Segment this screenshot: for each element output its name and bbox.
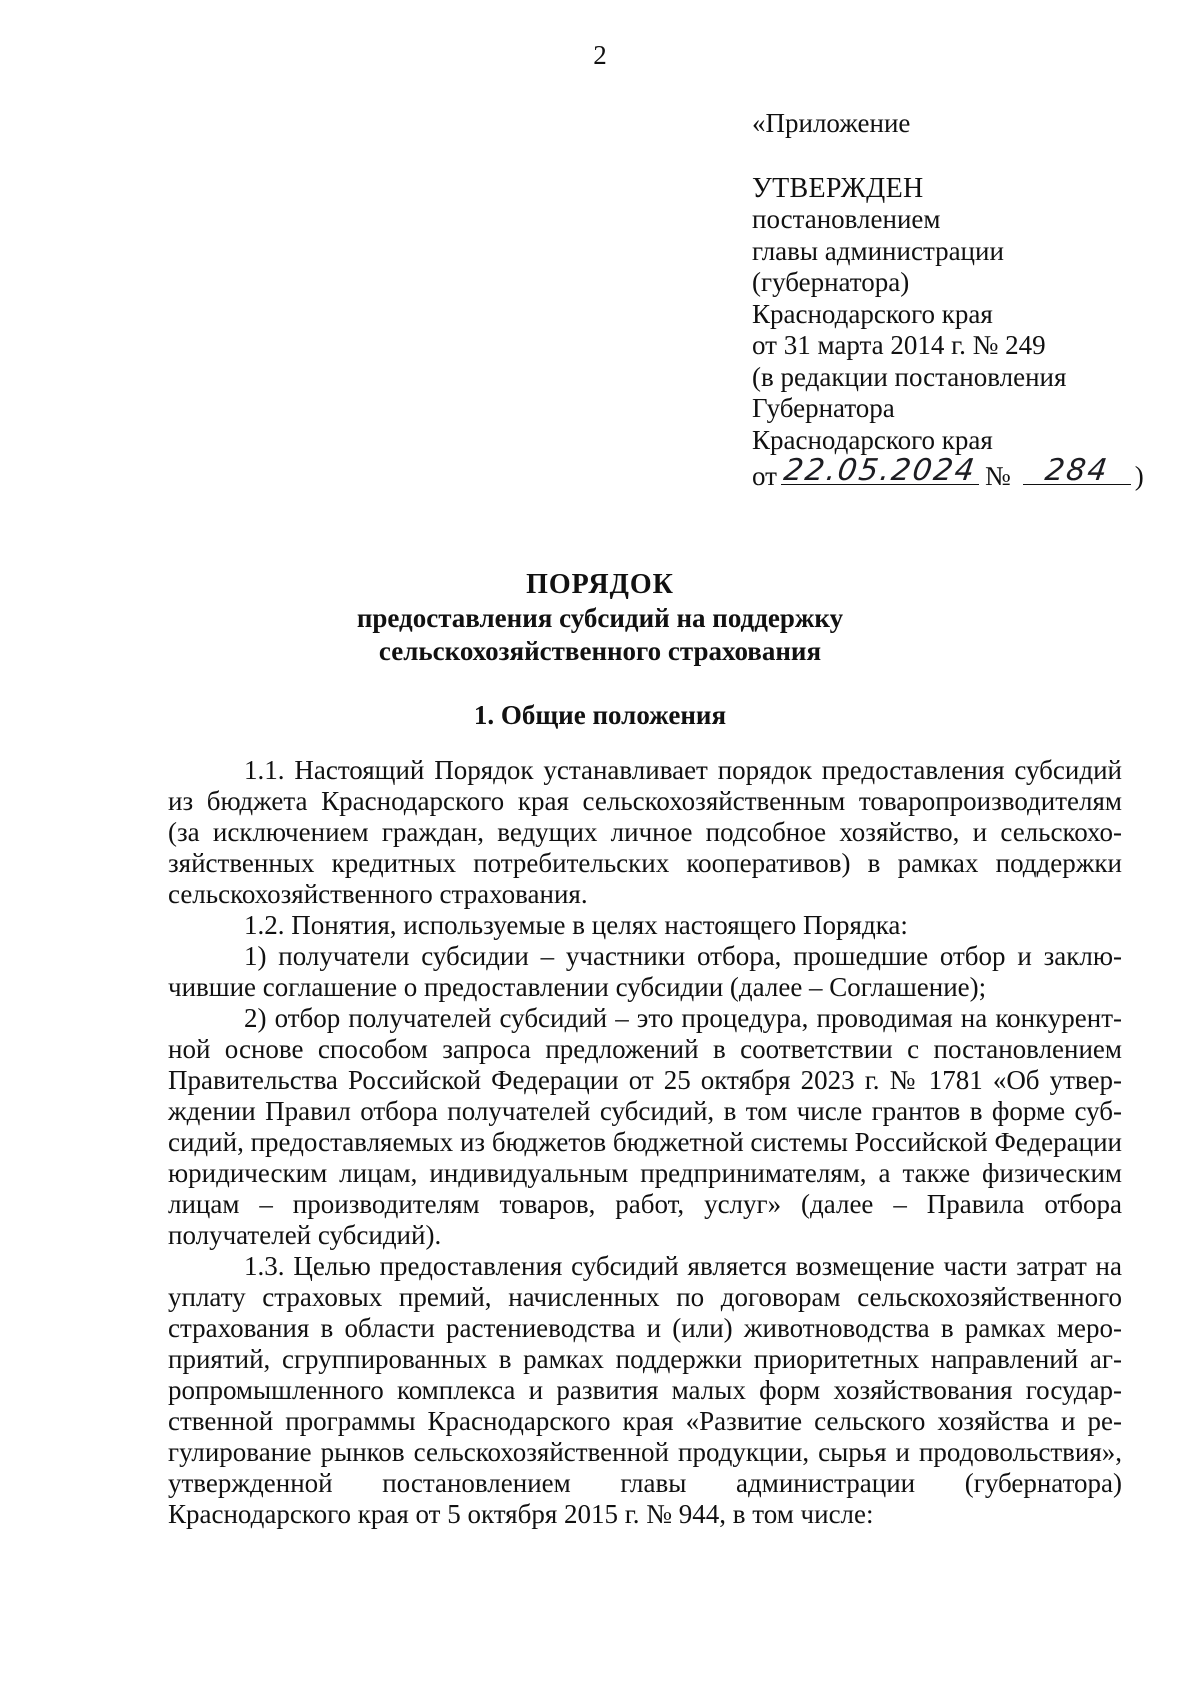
approval-line: Краснодарского края [752,424,993,455]
approval-line: главы администрации [752,235,1004,266]
handwritten-number: 284 [1042,452,1111,488]
approval-line: постановлением [752,204,941,234]
closing-paren: ) [1134,461,1144,491]
appendix-label: «Приложение [752,108,911,138]
number-field [1023,452,1131,488]
amendment-date-line [752,452,1172,493]
paragraph-1-2: 1.2. Понятия, используемые в целях настоящего Порядка: [244,910,908,940]
title-line-2: сельскохозяйственного страхования [378,636,822,666]
approval-line: Губернатора [752,393,895,423]
approval-line: (губернатора) [752,267,910,297]
approval-line: Краснодарского края [752,298,993,329]
document-title [0,568,1200,668]
paragraph-item-1: 1) получатели субсидии – участники отбора, прошедшие отбор и заключившие соглашение о предоставлении субсидии (далее – Соглашение); [168,941,1122,1002]
title-line-1: предоставления субсидий на поддержку [356,603,844,633]
paragraph-1-3: 1.3. Целью предоставления субсидий является возмещение части затрат на уплату страховых премий, начисленных по договорам сельскохозяйственного страхования в области растениеводства и (или) животноводства в рамках мероприятий, сгруппированных в рамках поддержки приоритетных направлений агропромышленного комплекса и развития малых форм хозяйствования государственной программы Краснодарского края «Развитие сельского хозяйства и регулирование рынков сельскохозяйственной продукции, сырья и продовольствия», утвержденной постановлением главы администрации (губернатора) Краснодарского края от 5 октября 2015 г. № 944, в том числе: [168,1251,1122,1529]
approval-block [752,108,1172,493]
paragraph-item-2: 2) отбор получателей субсидий – это процедура, проводимая на конкурентной основе способом запроса предложений в соответствии с постановлением Правительства Российской Федерации от 25 октября 2023 г. № 1781 «Об утверждении Правил отбора получателей субсидий, в том числе грантов в форме субсидий, предоставляемых из бюджетов бюджетной системы Российской Федерации юридическим лицам, индивидуальным предпринимателям, а также физическим лицам – производителям товаров, работ, услуг» (далее – Правила отбора получателей субсидий). [168,1003,1122,1250]
approval-line: от 31 марта 2014 г. № 249 [752,330,1046,360]
section-heading: 1. Общие положения [473,700,727,730]
from-label: от [752,461,777,491]
approval-line: (в редакции постановления [752,361,1067,392]
date-field [781,452,979,488]
handwritten-date: 22.05.2024 [781,452,979,488]
number-label: № [984,461,1011,491]
title-main: ПОРЯДОК [526,569,674,600]
paragraph-1-1: 1.1. Настоящий Порядок устанавливает порядок предоставления субсидий из бюджета Краснодарского края сельскохозяйственным товаропроизводителям (за исключением граждан, ведущих личное подсобное хозяйство, и сельскохозяйственных кредитных потребительских кооперативов) в рамках поддержки сельскохозяйственного страхования. [168,755,1122,909]
page-number: 2 [593,40,607,70]
approved-heading: УТВЕРЖДЕН [752,172,924,204]
body-text [168,755,1122,1530]
